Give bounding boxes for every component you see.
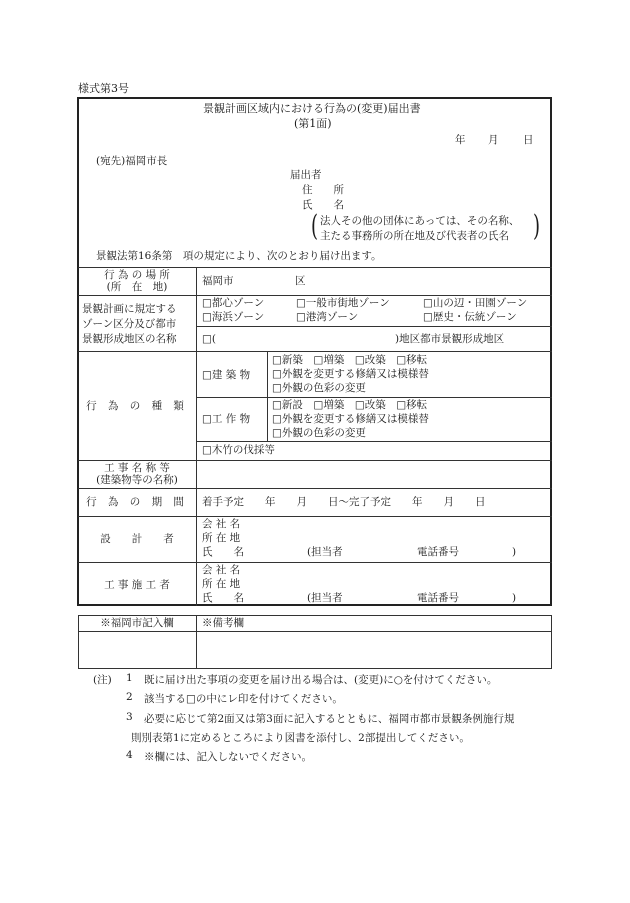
structure-options-line2[interactable]: □外観を変更する修繕又は模様替: [272, 413, 429, 425]
zone-option-kaihin[interactable]: □海浜ゾーン: [202, 311, 265, 323]
row-divider: [78, 351, 552, 352]
district-checkbox[interactable]: □(: [202, 333, 217, 345]
row-divider: [196, 397, 552, 398]
zone-option-yamanobe[interactable]: □山の辺・田園ゾーン: [423, 297, 528, 309]
project-name-input[interactable]: [198, 462, 550, 487]
date-month-label: 月: [488, 134, 499, 146]
row-divider: [196, 326, 552, 327]
contractor-label: 工 事 施 工 者: [104, 579, 170, 591]
structure-options-line3[interactable]: □外観の色彩の変更: [272, 427, 366, 439]
logging-checkbox[interactable]: □木竹の伐採等: [202, 444, 275, 456]
contractor-contact-label: (担当者: [307, 592, 343, 604]
designer-company-label: 会 社 名: [202, 518, 241, 530]
zone-option-rekishi[interactable]: □歴史・伝統ゾーン: [423, 311, 517, 323]
designer-name-label: 氏 名: [202, 546, 244, 558]
date-day-label: 日: [523, 134, 534, 146]
note-4-text: ※欄には、記入しないでください。: [144, 751, 312, 763]
statement: 景観法第16条第 項の規定により、次のとおり届け出ます。: [96, 250, 382, 262]
column-divider: [196, 615, 197, 669]
building-checkbox[interactable]: □建 築 物: [202, 369, 251, 381]
note-2-text: 該当する□の中にレ印を付けてください。: [144, 693, 343, 705]
row-divider: [78, 267, 552, 268]
form-subtitle: (第1面): [294, 117, 332, 130]
zone-option-toshin[interactable]: □都心ゾーン: [202, 297, 265, 309]
applicant-name-label: 氏 名: [302, 199, 344, 211]
row-divider: [78, 562, 552, 563]
notes-prefix: (注): [93, 674, 112, 686]
period-label: 行 為 の 期 間: [86, 496, 188, 508]
column-divider: [267, 351, 268, 441]
contractor-close-paren: ): [512, 592, 517, 604]
office-city-column-header: ※福岡市記入欄: [100, 617, 174, 629]
designer-phone-label: 電話番号: [417, 546, 459, 558]
designer-contact-label: (担当者: [307, 546, 343, 558]
building-options-line1[interactable]: □新築 □増築 □改築 □移転: [272, 354, 428, 366]
note-3-num: 3: [126, 711, 133, 723]
designer-label: 設 計 者: [100, 533, 174, 545]
contractor-location-label: 所 在 地: [202, 578, 241, 590]
location-label-line1: 行 為 の 場 所: [104, 269, 170, 281]
applicant-label: 届出者: [290, 169, 322, 181]
building-options-line3[interactable]: □外観の色彩の変更: [272, 382, 366, 394]
location-city: 福岡市: [202, 275, 234, 287]
note-4-num: 4: [126, 749, 133, 761]
row-divider: [78, 295, 552, 296]
applicant-address-label: 住 所: [302, 184, 344, 196]
row-divider: [78, 516, 552, 517]
building-options-line2[interactable]: □外観を変更する修繕又は模様替: [272, 368, 429, 380]
contractor-name-label: 氏 名: [202, 592, 244, 604]
zone-option-ippan[interactable]: □一般市街地ゾーン: [296, 297, 390, 309]
form-title: 景観計画区域内における行為の(変更)届出書: [203, 102, 421, 115]
row-divider: [78, 488, 552, 489]
note-3-continuation: 則別表第1に定めるところにより図書を添付し、2部提出してください。: [131, 732, 470, 744]
designer-location-label: 所 在 地: [202, 532, 241, 544]
bracket-open-icon: (: [311, 209, 319, 244]
project-name-label-line2: (建築物等の名称): [96, 474, 178, 486]
contractor-company-label: 会 社 名: [202, 564, 241, 576]
district-suffix: )地区都市景観形成地区: [395, 333, 505, 345]
note-1-num: 1: [126, 672, 133, 684]
zone-label-line1: 景観計画に規定する: [82, 303, 177, 315]
row-divider: [78, 631, 552, 632]
location-label-line2: (所 在 地): [106, 281, 168, 293]
date-year-label: 年: [455, 134, 466, 146]
structure-checkbox[interactable]: □工 作 物: [202, 413, 251, 425]
column-divider: [196, 267, 197, 606]
zone-label-line2: ゾーン区分及び都市: [82, 318, 177, 330]
form-number: 様式第3号: [78, 82, 129, 95]
act-type-label: 行 為 の 種 類: [86, 400, 188, 412]
note-2-num: 2: [126, 691, 133, 703]
bracket-close-icon: ): [533, 209, 541, 244]
note-1-text: 既に届け出た事項の変更を届け出る場合は、(変更)に○を付けてください。: [144, 674, 498, 686]
row-divider: [196, 441, 552, 442]
zone-option-kowan[interactable]: □港湾ゾーン: [296, 311, 359, 323]
location-ward-input[interactable]: [230, 270, 290, 290]
row-divider: [78, 460, 552, 461]
location-ward: 区: [295, 275, 306, 287]
designer-close-paren: ): [512, 546, 517, 558]
addressee: (宛先)福岡市長: [96, 155, 168, 167]
corp-note-line1: 法人その他の団体にあっては、その名称、: [320, 215, 520, 227]
zone-label-line3: 景観形成地区の名称: [82, 333, 177, 345]
structure-options-line1[interactable]: □新設 □増築 □改築 □移転: [272, 399, 428, 411]
contractor-phone-label: 電話番号: [417, 592, 459, 604]
office-remarks-column-header: ※備考欄: [202, 617, 244, 629]
period-value[interactable]: 着手予定 年 月 日〜完了予定 年 月 日: [202, 496, 486, 508]
note-3-text: 必要に応じて第2面又は第3面に記入するとともに、福岡市都市景観条例施行規: [144, 713, 515, 725]
project-name-label-line1: 工 事 名 称 等: [104, 462, 170, 474]
corp-note-line2: 主たる事務所の所在地及び代表者の氏名: [320, 230, 509, 242]
